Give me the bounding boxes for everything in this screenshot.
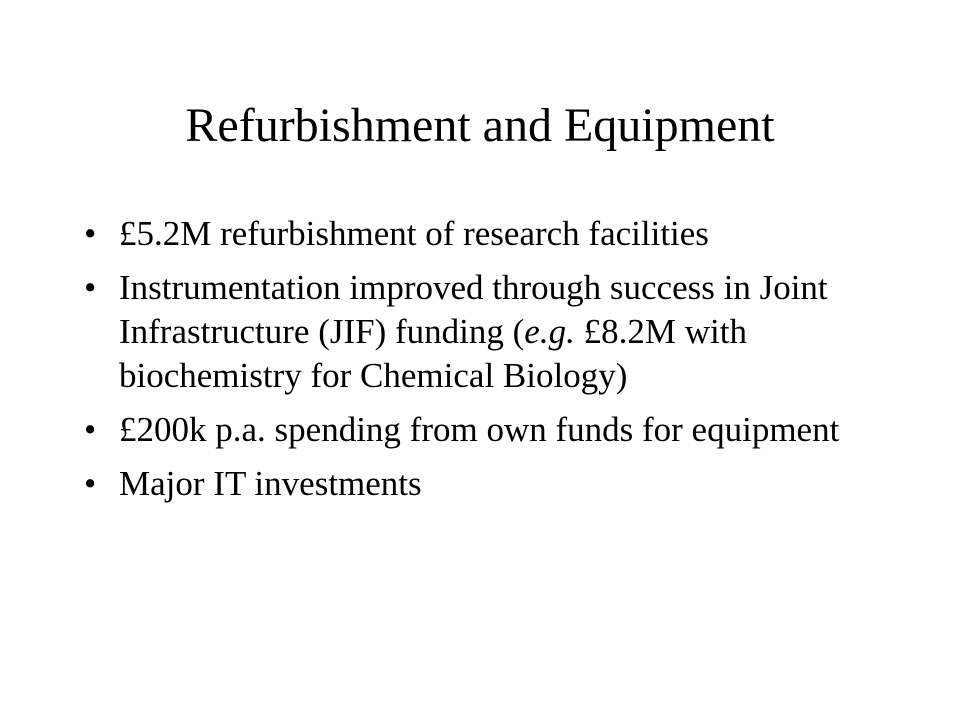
- bullet-text: [119, 214, 709, 253]
- bullet-item: [84, 462, 864, 506]
- bullet-item: [84, 408, 864, 452]
- slide-title: Refurbishment and Equipment: [185, 99, 775, 152]
- bullet-icon: •: [84, 410, 97, 449]
- bullet-text-segment: £200k p.a. spending from own funds for equipment: [119, 410, 840, 449]
- bullet-text-segment: Instrumentation improved through success in Joint Infrastructure (JIF) funding (: [119, 268, 828, 351]
- bullet-text-segment-italic: e.g.: [524, 312, 575, 351]
- bullet-icon: •: [84, 268, 97, 307]
- bullet-item: [84, 266, 864, 398]
- bullet-list: [84, 212, 864, 516]
- bullet-text-segment: £5.2M refurbishment of research facilities: [119, 214, 709, 253]
- bullet-text-segment: £8.2M with biochemistry for Chemical Biology): [119, 312, 747, 395]
- bullet-item: [84, 212, 864, 256]
- bullet-text: [119, 268, 828, 395]
- bullet-text-segment: Major IT investments: [119, 464, 422, 503]
- bullet-icon: •: [84, 214, 97, 253]
- bullet-text: [119, 410, 839, 449]
- bullet-text: [119, 464, 422, 503]
- bullet-icon: •: [84, 464, 97, 503]
